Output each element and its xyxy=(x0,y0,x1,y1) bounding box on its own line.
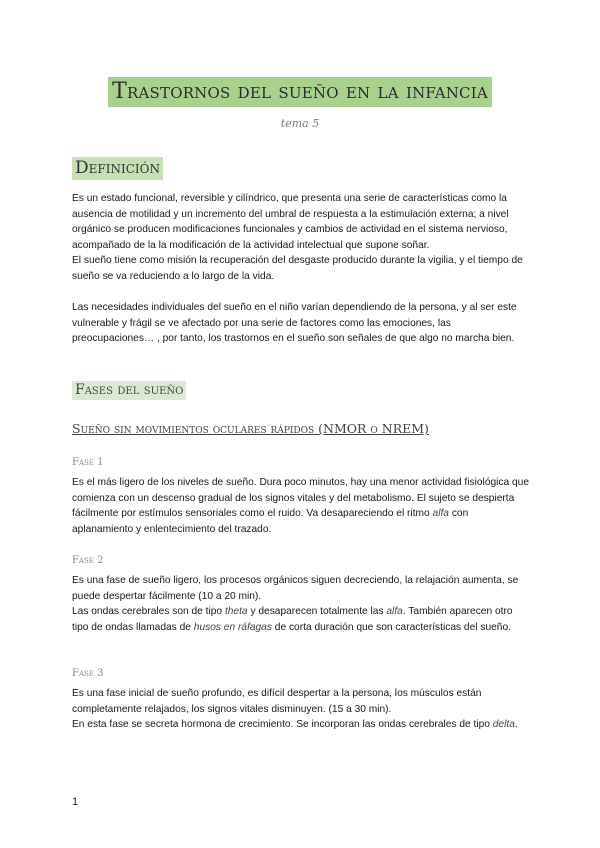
term-theta: theta xyxy=(224,606,248,618)
text-line: El sueño tiene como misión la recuperación del desgaste producido durante la vigilia, y el tiempo de xyxy=(72,255,523,267)
text-line: acompañado de la la modificación de la actividad intelectual que supone soñar. xyxy=(72,239,430,251)
definition-paragraph xyxy=(72,191,532,285)
text-fragment: y desaparecen totalmente las xyxy=(250,606,384,618)
text-line xyxy=(72,620,532,636)
text-fragment: . xyxy=(514,719,518,731)
text-line: completamente relajados, los signos vitales disminuyen. (15 a 30 min). xyxy=(72,703,392,715)
text-fragment: . También aparecen otro xyxy=(402,606,513,618)
text-line: aplanamiento y enlentecimiento del trazado. xyxy=(72,523,272,535)
text-line: Es un estado funcional, reversible y cilíndrico, que presenta una serie de características como la xyxy=(72,193,507,204)
term-delta: delta xyxy=(492,719,515,731)
fase3-paragraph xyxy=(72,686,532,733)
text-line: ausencia de motilidad y un incremento del umbral de respuesta a la estimulación externa; a nivel xyxy=(72,208,509,220)
fase1-paragraph xyxy=(72,475,532,537)
fase1-label: Fase 1 xyxy=(72,457,104,468)
text-line: sueño se va reduciendo a lo largo de la vida. xyxy=(72,270,275,282)
term-alfa: alfa xyxy=(432,508,449,520)
page-title: Trastornos del sueño en la infancia xyxy=(108,77,492,107)
text-line xyxy=(72,604,532,620)
text-fragment: Las ondas cerebrales son de tipo xyxy=(72,606,223,618)
text-line: Es una fase inicial de sueño profundo, es difícil despertar a la persona, los músculos están xyxy=(72,688,482,699)
term-alfa: alfa xyxy=(386,606,403,618)
text-line: puede despertar fácilmente (10 a 20 min). xyxy=(72,590,262,602)
text-fragment: con xyxy=(451,508,469,520)
section-heading-fases: Fases del sueño xyxy=(72,381,186,400)
subtitle: tema 5 xyxy=(280,117,320,130)
fase2-label: Fase 2 xyxy=(72,555,104,566)
text-line: Las necesidades individuales del sueño en el niño varían dependiendo de la persona, y al ser este xyxy=(72,302,517,313)
section-heading-definicion: Definición xyxy=(72,157,163,180)
fase3-label: Fase 3 xyxy=(72,668,104,679)
text-line xyxy=(72,506,532,522)
page-number: 1 xyxy=(72,796,79,808)
text-fragment: de corta duración que son características del sueño. xyxy=(274,621,511,633)
text-fragment: fácilmente por estímulos sensoriales como el ruido. Va desapareciendo el ritmo xyxy=(72,508,430,520)
text-line: vulnerable y frágil se ve afectado por una serie de factores como las emociones, las xyxy=(72,317,451,329)
text-line: preocupaciones… , por tanto, los trastornos en el sueño son señales de que algo no marcha bien. xyxy=(72,333,515,345)
fase2-paragraph xyxy=(72,573,532,635)
text-line: comienza con un descenso gradual de los signos vitales y del metabolismo. El sujeto se despierta xyxy=(72,492,515,504)
text-line: Es el más ligero de los niveles de sueño. Dura poco minutos, hay una menor actividad fisiológica que xyxy=(72,477,529,488)
title-container xyxy=(0,77,600,107)
text-line: orgánico se producen modificaciones funcionales y cambios de actividad en el sistema nervioso, xyxy=(72,224,508,236)
text-line xyxy=(72,717,532,733)
text-fragment: tipo de ondas llamadas de xyxy=(72,621,191,633)
term-husos: husos en ráfagas xyxy=(193,621,272,633)
subsection-heading-nrem: Sueño sin movimientos oculares rápidos (NMOR o NREM) xyxy=(72,421,429,436)
needs-paragraph xyxy=(72,300,532,347)
text-line: Es una fase de sueño ligero, los procesos orgánicos siguen decreciendo, la relajación aumenta, se xyxy=(72,575,519,586)
text-fragment: En esta fase se secreta hormona de crecimiento. Se incorporan las ondas cerebrales de tipo xyxy=(72,719,490,731)
